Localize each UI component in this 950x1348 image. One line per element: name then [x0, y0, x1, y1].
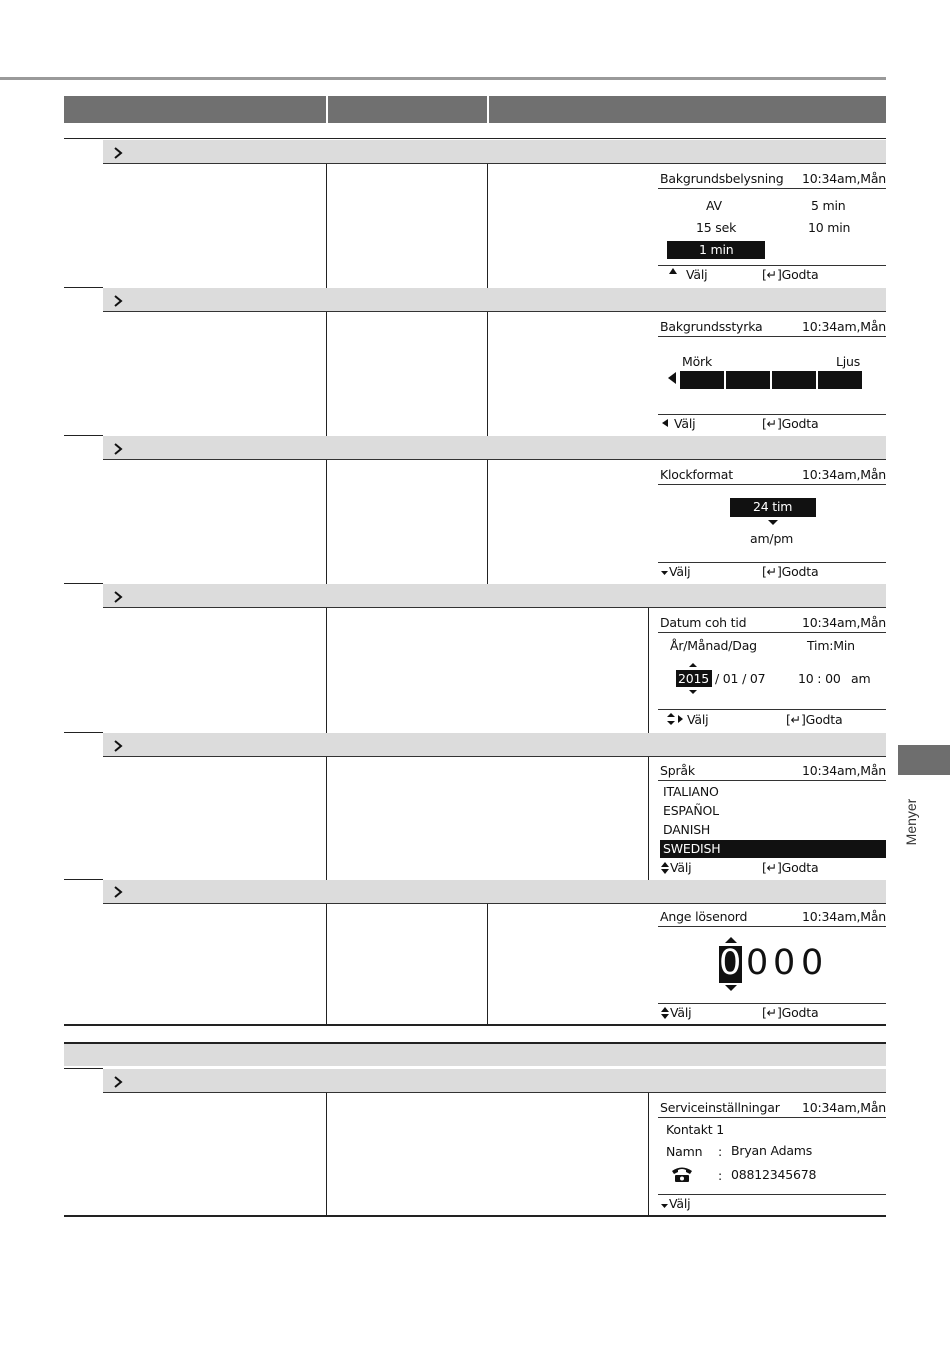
- footer-ok: [↵]Godta: [786, 712, 843, 727]
- row-bar: [103, 288, 886, 312]
- chevron-right-icon: [110, 1073, 126, 1091]
- selected-digit-highlight: [719, 943, 742, 983]
- option-5min: 5 min: [811, 198, 846, 213]
- screen-title: Bakgrundsbelysning: [660, 171, 784, 186]
- chevron-right-icon: [110, 883, 126, 901]
- up-down-arrow-icon: [660, 861, 670, 875]
- time-column-label: Tim:Min: [807, 638, 855, 653]
- footer-select: Välj: [686, 267, 708, 282]
- footer-select: Välj: [669, 1196, 691, 1211]
- column-rule: [487, 460, 488, 584]
- name-colon: :: [718, 1144, 723, 1159]
- footer-ok: [↵]Godta: [762, 267, 819, 282]
- row-bar: [103, 880, 886, 904]
- row-rule: [64, 1068, 103, 1069]
- section-rule: [64, 138, 886, 139]
- arrow-up-icon: [668, 267, 678, 275]
- section-end-rule: [64, 1024, 886, 1026]
- telephone-icon: [670, 1165, 694, 1183]
- option-1min: 1 min: [699, 242, 734, 257]
- brightness-bar: [680, 371, 866, 389]
- brightness-segment: [680, 371, 724, 389]
- screen-clock: 10:34am,Mån: [802, 1100, 886, 1115]
- column-rule: [326, 1093, 327, 1216]
- row-bar: [103, 733, 886, 757]
- header-divider: [326, 96, 328, 123]
- row-rule: [64, 732, 103, 733]
- arrow-down-icon: [660, 1203, 669, 1209]
- footer-select: Välj: [687, 712, 709, 727]
- arrow-down-icon: [660, 570, 669, 576]
- screen-clock: 10:34am,Mån: [802, 909, 886, 924]
- row-rule: [64, 287, 103, 288]
- column-rule: [648, 1093, 649, 1216]
- top-rule: [0, 77, 886, 80]
- column-rule: [326, 312, 327, 436]
- footer-select: Välj: [669, 564, 691, 579]
- column-rule: [326, 460, 327, 584]
- footer-rule: [658, 265, 886, 266]
- row-bar: [103, 1069, 886, 1093]
- arrow-up-icon: [688, 662, 698, 668]
- lcd-screen-password: [658, 906, 886, 1022]
- contact-heading: Kontakt 1: [666, 1122, 724, 1137]
- footer-select: Välj: [674, 416, 696, 431]
- name-value: Bryan Adams: [731, 1143, 813, 1158]
- column-rule: [326, 904, 327, 1025]
- selected-option-highlight: [667, 241, 765, 259]
- screen-title: Klockformat: [660, 467, 733, 482]
- lcd-screen-date-time: [658, 612, 886, 730]
- screen-title: Serviceinställningar: [660, 1100, 780, 1115]
- date-column-label: År/Månad/Dag: [670, 638, 757, 653]
- footer-ok: [↵]Godta: [762, 1005, 819, 1020]
- arrow-left-icon: [667, 371, 677, 385]
- column-rule: [487, 904, 488, 1025]
- title-underline: [658, 780, 886, 781]
- title-underline: [658, 632, 886, 633]
- title-underline: [658, 1117, 886, 1118]
- footer-rule: [658, 1003, 886, 1004]
- row-bar: [103, 140, 886, 164]
- year-value: 2015: [678, 671, 710, 686]
- column-rule: [487, 312, 488, 436]
- up-down-right-arrow-icon: [666, 712, 684, 726]
- brightness-segment: [818, 371, 862, 389]
- arrow-down-icon: [724, 984, 738, 992]
- chevron-right-icon: [110, 588, 126, 606]
- section-bar: [64, 1042, 886, 1066]
- name-label: Namn: [666, 1144, 703, 1159]
- password-digit: 0: [746, 943, 769, 983]
- chevron-right-icon: [110, 737, 126, 755]
- section-end-rule: [64, 1215, 886, 1217]
- footer-rule: [658, 709, 886, 710]
- column-rule: [326, 757, 327, 880]
- password-digit: 0: [801, 943, 824, 983]
- screen-title: Datum coh tid: [660, 615, 747, 630]
- footer-ok: [↵]Godta: [762, 564, 819, 579]
- lcd-screen-backlight: [658, 168, 886, 284]
- footer-select: Välj: [670, 860, 692, 875]
- label-dark: Mörk: [682, 354, 713, 369]
- option-ampm: am/pm: [750, 531, 794, 546]
- chevron-right-icon: [110, 144, 126, 162]
- password-digit: 0: [773, 943, 796, 983]
- selected-option-highlight: [730, 498, 816, 517]
- title-underline: [658, 336, 886, 337]
- arrow-left-icon: [661, 418, 669, 428]
- title-underline: [658, 926, 886, 927]
- title-underline: [658, 188, 886, 189]
- label-light: Ljus: [836, 354, 861, 369]
- column-rule: [326, 608, 327, 733]
- brightness-segment: [726, 371, 770, 389]
- row-bar: [103, 584, 886, 608]
- option-off: AV: [706, 198, 722, 213]
- screen-title: Bakgrundsstyrka: [660, 319, 763, 334]
- ampm-value: am: [851, 671, 871, 686]
- lcd-screen-service: [658, 1097, 886, 1213]
- side-tab: [898, 745, 950, 775]
- table-header-bar: [64, 96, 886, 123]
- footer-select: Välj: [670, 1005, 692, 1020]
- title-underline: [658, 484, 886, 485]
- lcd-screen-clock-format: [658, 464, 886, 580]
- column-rule: [648, 608, 649, 733]
- screen-title: Ange lösenord: [660, 909, 748, 924]
- header-divider: [487, 96, 489, 123]
- screen-clock: 10:34am,Mån: [802, 467, 886, 482]
- month-day-value: / 01 / 07: [715, 671, 766, 686]
- chevron-right-icon: [110, 440, 126, 458]
- selected-language-highlight: [660, 840, 886, 858]
- language-option-selected: SWEDISH: [663, 841, 721, 856]
- screen-clock: 10:34am,Mån: [802, 615, 886, 630]
- screen-clock: 10:34am,Mån: [802, 319, 886, 334]
- row-rule: [64, 879, 103, 880]
- side-tab-label: Menyer: [903, 798, 919, 846]
- time-value: 10 : 00: [798, 671, 841, 686]
- screen-title: Språk: [660, 763, 695, 778]
- footer-rule: [658, 414, 886, 415]
- arrow-down-icon: [688, 689, 698, 695]
- option-10min: 10 min: [808, 220, 851, 235]
- option-24h: 24 tim: [753, 499, 793, 514]
- brightness-segment: [772, 371, 816, 389]
- footer-ok: [↵]Godta: [762, 860, 819, 875]
- option-15sek: 15 sek: [696, 220, 737, 235]
- column-rule: [648, 757, 649, 880]
- arrow-down-icon: [767, 519, 779, 526]
- selected-year-highlight: [676, 670, 712, 687]
- lcd-screen-language: [658, 760, 886, 877]
- row-rule: [64, 435, 103, 436]
- footer-rule: [658, 562, 886, 563]
- up-down-arrow-icon: [660, 1006, 670, 1020]
- footer-rule: [658, 1194, 886, 1195]
- chevron-right-icon: [110, 292, 126, 310]
- password-digit: 0: [719, 943, 742, 983]
- column-rule: [326, 164, 327, 288]
- lcd-screen-brightness: [658, 316, 886, 432]
- column-rule: [487, 164, 488, 288]
- language-option: DANISH: [663, 822, 711, 837]
- row-bar: [103, 436, 886, 460]
- language-option: ITALIANO: [663, 784, 719, 799]
- screen-clock: 10:34am,Mån: [802, 171, 886, 186]
- phone-value: 08812345678: [731, 1167, 817, 1182]
- phone-colon: :: [718, 1168, 723, 1183]
- footer-ok: [↵]Godta: [762, 416, 819, 431]
- screen-clock: 10:34am,Mån: [802, 763, 886, 778]
- row-rule: [64, 583, 103, 584]
- language-option: ESPAÑOL: [663, 803, 719, 818]
